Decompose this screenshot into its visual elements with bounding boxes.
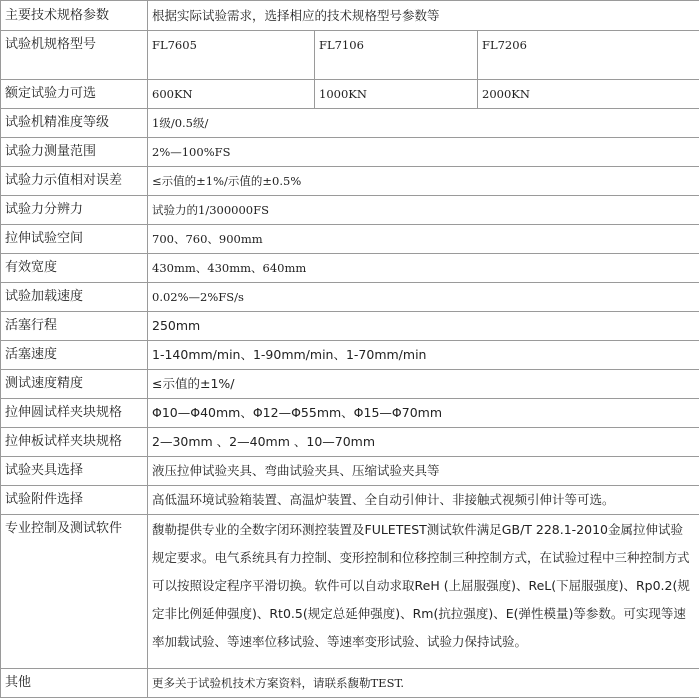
row-label: 主要技术规格参数 [1, 1, 148, 31]
row-label: 其他 [1, 669, 148, 698]
row-label: 试验机规格型号 [1, 31, 148, 80]
table-row-header [1, 1, 699, 31]
row-label: 专业控制及测试软件 [1, 515, 148, 669]
model-cell-3: FL7206 [478, 31, 699, 80]
row-value: 2%—100%FS [148, 138, 699, 167]
row-label: 拉伸试验空间 [1, 225, 148, 254]
table-row [1, 254, 699, 283]
force-cell-3: 2000KN [478, 80, 699, 109]
row-label: 拉伸板试样夹块规格 [1, 428, 148, 457]
row-value: 试验力的1/300000FS [148, 196, 699, 225]
row-label: 试验力示值相对误差 [1, 167, 148, 196]
row-label: 试验力测量范围 [1, 138, 148, 167]
row-value: 液压拉伸试验夹具、弯曲试验夹具、压缩试验夹具等 [148, 457, 699, 486]
row-value: 430mm、430mm、640mm [148, 254, 699, 283]
row-value: Φ10—Φ40mm、Φ12—Φ55mm、Φ15—Φ70mm [148, 399, 699, 428]
table-row [1, 109, 699, 138]
model-cell-1: FL7605 [148, 31, 315, 80]
force-cell-2: 1000KN [315, 80, 478, 109]
row-value: 2—30mm 、2—40mm 、10—70mm [148, 428, 699, 457]
table-row-software [1, 515, 699, 669]
row-label: 活塞速度 [1, 341, 148, 370]
table-row [1, 457, 699, 486]
row-value: 250mm [148, 312, 699, 341]
table-row-other [1, 669, 699, 698]
row-value: 根据实际试验需求，选择相应的技术规格型号参数等 [148, 1, 699, 31]
row-label: 额定试验力可选 [1, 80, 148, 109]
table-row-force [1, 80, 699, 109]
row-label: 测试速度精度 [1, 370, 148, 399]
row-label: 试验力分辨力 [1, 196, 148, 225]
row-value: 1-140mm/min、1-90mm/min、1-70mm/min [148, 341, 699, 370]
table-row [1, 486, 699, 515]
row-label: 试验附件选择 [1, 486, 148, 515]
row-value: 1级/0.5级/ [148, 109, 699, 138]
software-description: 馥勒提供专业的全数字闭环测控装置及FULETEST测试软件满足GB/T 228.1-2010金属拉伸试验规定要求。电气系统具有力控制、变形控制和位移控制三种控制方式，在试验过程中三种控制方式可以按照设定程序平滑切换。软件可以自动求取ReH (上屈服强度)、ReL(下屈服强度)、Rp0.2(规定非比例延伸强度)、Rt0.5(规定总延伸强度)、Rm(抗拉强度)、E(弹性模量)等参数。可实现等速率加载试验、等速率位移试验、等速率变形试验、试验力保持试验。 [148, 515, 699, 669]
row-label: 拉伸圆试样夹块规格 [1, 399, 148, 428]
table-row [1, 196, 699, 225]
force-cell-1: 600KN [148, 80, 315, 109]
table-row [1, 138, 699, 167]
table-row [1, 399, 699, 428]
model-cell-2: FL7106 [315, 31, 478, 80]
table-row [1, 428, 699, 457]
row-value: 700、760、900mm [148, 225, 699, 254]
table-row-models [1, 31, 699, 80]
row-value: 高低温环境试验箱装置、高温炉装置、全自动引伸计、非接触式视频引伸计等可选。 [148, 486, 699, 515]
table-row [1, 167, 699, 196]
row-value: ≤示值的±1%/示值的±0.5% [148, 167, 699, 196]
row-label: 试验机精准度等级 [1, 109, 148, 138]
row-label: 试验加载速度 [1, 283, 148, 312]
table-row [1, 341, 699, 370]
row-value: 0.02%—2%FS/s [148, 283, 699, 312]
row-value: ≤示值的±1%/ [148, 370, 699, 399]
table-row [1, 283, 699, 312]
table-row [1, 312, 699, 341]
row-label: 试验夹具选择 [1, 457, 148, 486]
row-label: 有效宽度 [1, 254, 148, 283]
table-row [1, 370, 699, 399]
table-row [1, 225, 699, 254]
row-label: 活塞行程 [1, 312, 148, 341]
row-value: 更多关于试验机技术方案资料，请联系馥勒TEST. [148, 669, 699, 698]
